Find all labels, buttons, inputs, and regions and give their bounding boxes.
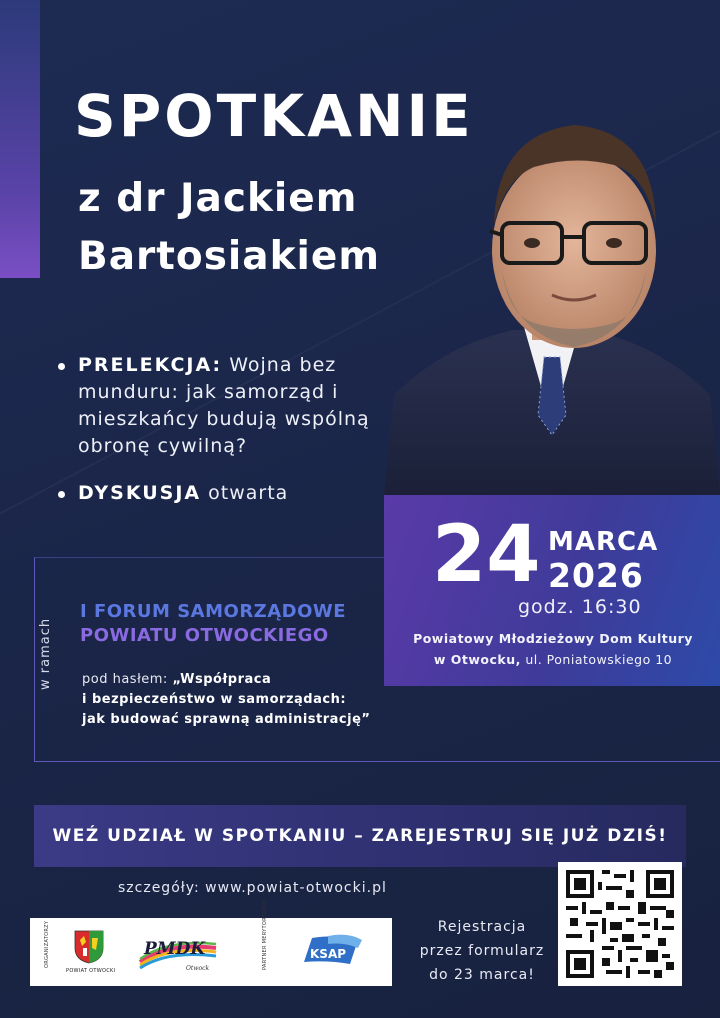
program-list [58,352,418,527]
speaker-subtitle [78,170,380,286]
prelekcja-label: PRELEKCJA: [78,354,223,376]
event-venue [398,628,708,670]
dyskusja-text: otwarta [208,482,289,504]
ksap-logo [298,934,364,972]
forum-title-line-1: I FORUM SAMORZĄDOWE [80,601,347,622]
crest-caption: POWIAT OTWOCKI [66,968,116,974]
cta-banner: WEŹ UDZIAŁ W SPOTKANIU – ZAREJESTRUJ SIĘ JUŻ DZIŚ! [34,805,686,867]
powiat-crest-icon [74,930,104,964]
event-month: MARCA [548,527,659,557]
ksap-wordmark: KSAP [310,947,347,961]
venue-city: w Otwocku, [433,652,521,667]
dyskusja-label: DYSKUSJA [78,482,202,504]
pmdk-sub: Otwock [186,965,210,972]
venue-address: ul. Poniatowskiego 10 [525,652,673,667]
prelekcja-text: Wojna bez munduru: jak samorząd i mieszkańcy budują wspólną obronę cywilną? [78,354,370,457]
qr-code-icon[interactable] [558,862,682,986]
registration-line-2: przez formularz [419,943,545,959]
bullet-dot-icon [58,491,65,498]
details-link[interactable]: szczegóły: www.powiat-otwocki.pl [118,880,387,896]
motto-prefix: pod hasłem: [82,672,168,687]
registration-note [412,915,552,987]
registration-line-3: do 23 marca! [429,967,535,983]
left-accent-bar [0,0,40,278]
subtitle-line-2: Bartosiakiem [78,234,381,279]
motto-line-2: i bezpieczeństwo w samorządach: [82,692,347,707]
w-ramach-label: w ramach [38,617,53,690]
subtitle-line-1: z dr Jackiem [78,176,358,221]
pmdk-logo [138,932,218,976]
organizer-label: ORGANIZATORZY [44,920,50,968]
logos-strip [30,899,392,986]
forum-title-line-2: POWIATU OTWOCKIEGO [80,625,329,646]
page-title: SPOTKANIE [74,82,474,150]
venue-name: Powiatowy Młodzieżowy Dom Kultury [413,631,693,646]
forum-title [80,600,346,648]
forum-motto [82,670,370,730]
partner-label: PARTNER MERYTORYCZNY [262,899,268,970]
list-item-prelekcja [58,352,418,460]
motto-line-3: jak budować sprawną administrację” [82,712,371,727]
event-day: 24 [432,510,541,600]
list-item-dyskusja [58,480,418,507]
event-time: godz. 16:30 [518,596,642,618]
pmdk-wordmark: PMDK [144,939,206,959]
event-year: 2026 [548,556,644,595]
bullet-dot-icon [58,363,65,370]
motto-line-1: „Współpraca [172,672,272,687]
speaker-photo [384,95,720,495]
registration-line-1: Rejestracja [437,919,527,935]
